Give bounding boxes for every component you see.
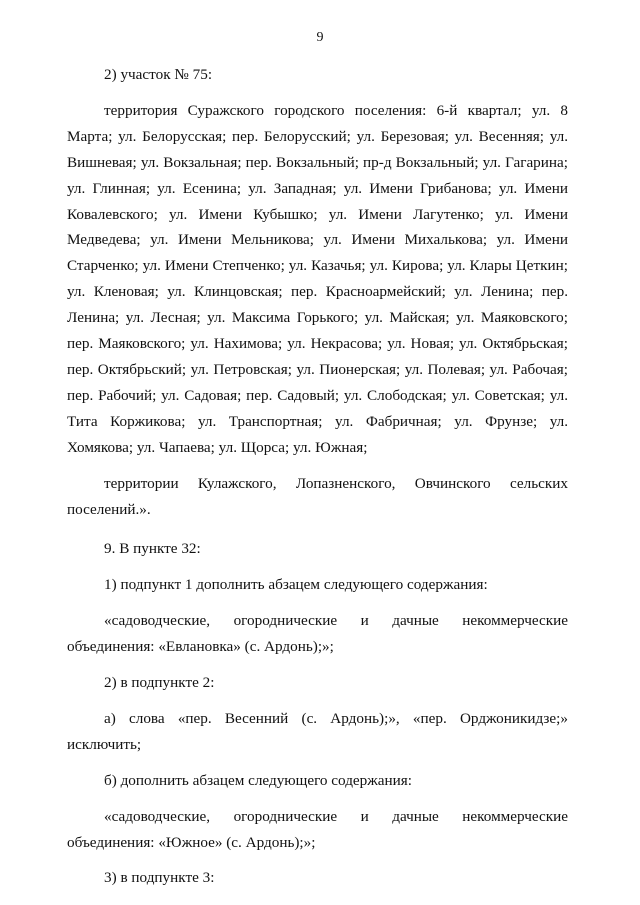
paragraph-point-32: 9. В пункте 32:	[104, 540, 201, 558]
paragraph-yuzhnoe: «садоводческие, огороднические и дачные некоммерческие объединения: «Южное» (с. Ардонь);»;	[67, 807, 568, 851]
paragraph-subpoint-2: 2) в подпункте 2:	[104, 674, 215, 692]
paragraph-subpoint-3: 3) в подпункте 3:	[104, 869, 215, 887]
paragraph-rural-settlements: территории Кулажского, Лопазненского, Овчинского сельских поселений.».	[67, 474, 568, 518]
paragraph-subpoint-1: 1) подпункт 1 дополнить абзацем следующего содержания:	[104, 576, 488, 594]
paragraph-add-abzac: б) дополнить абзацем следующего содержания:	[104, 771, 412, 789]
paragraph-surazh-streets: территория Суражского городского поселения: 6-й квартал; ул. 8 Марта; ул. Белорусская; пер. Белорусский; ул. Березовая; ул. Весенняя; ул. Вишневая; ул. Вокзальная; пер. Вокзальный; пр-д Вокзальный; ул. Гагарина; ул. Глинная; ул. Есенина; ул. Западная; ул. Имени Грибанова; ул. Имени Ковалевского; ул. Имени Кубышко; ул. Имени Лагутенко; ул. Имени Медведева; ул. Имени Мельникова; ул. Имени Михалькова; ул. Имени Старченко; ул. Имени Степченко; ул. Казачья; ул. Кирова; ул. Клары Цеткин; ул. Кленовая; ул. Клинцовская; пер. Красноармейский; ул. Ленина; пер. Ленина; ул. Лесная; ул. Максима Горького; ул. Майская; ул. Маяковского; пер. Маяковского; ул. Нахимова; ул. Некрасова; ул. Новая; ул. Октябрьская; пер. Октябрьский; ул. Петровская; ул. Пионерская; ул. Полевая; ул. Рабочая; пер. Рабочий; ул. Садовая; пер. Садовый; ул. Слободская; ул. Советская; ул. Тита Коржикова; ул. Транспортная; ул. Фабричная; ул. Фрунзе; ул. Хомякова; ул. Чапаева; ул. Щорса; ул. Южная;	[67, 101, 568, 456]
document-body	[67, 62, 568, 891]
page-number: 9	[316, 30, 324, 45]
paragraph-evlanovka: «садоводческие, огороднические и дачные некоммерческие объединения: «Евлановка» (с. Ардонь);»;	[67, 612, 568, 656]
paragraph-section-75: 2) участок № 75:	[104, 66, 213, 83]
paragraph-exclude-words: а) слова «пер. Весенний (с. Ардонь);», «пер. Орджоникидзе;» исключить;	[67, 709, 568, 753]
